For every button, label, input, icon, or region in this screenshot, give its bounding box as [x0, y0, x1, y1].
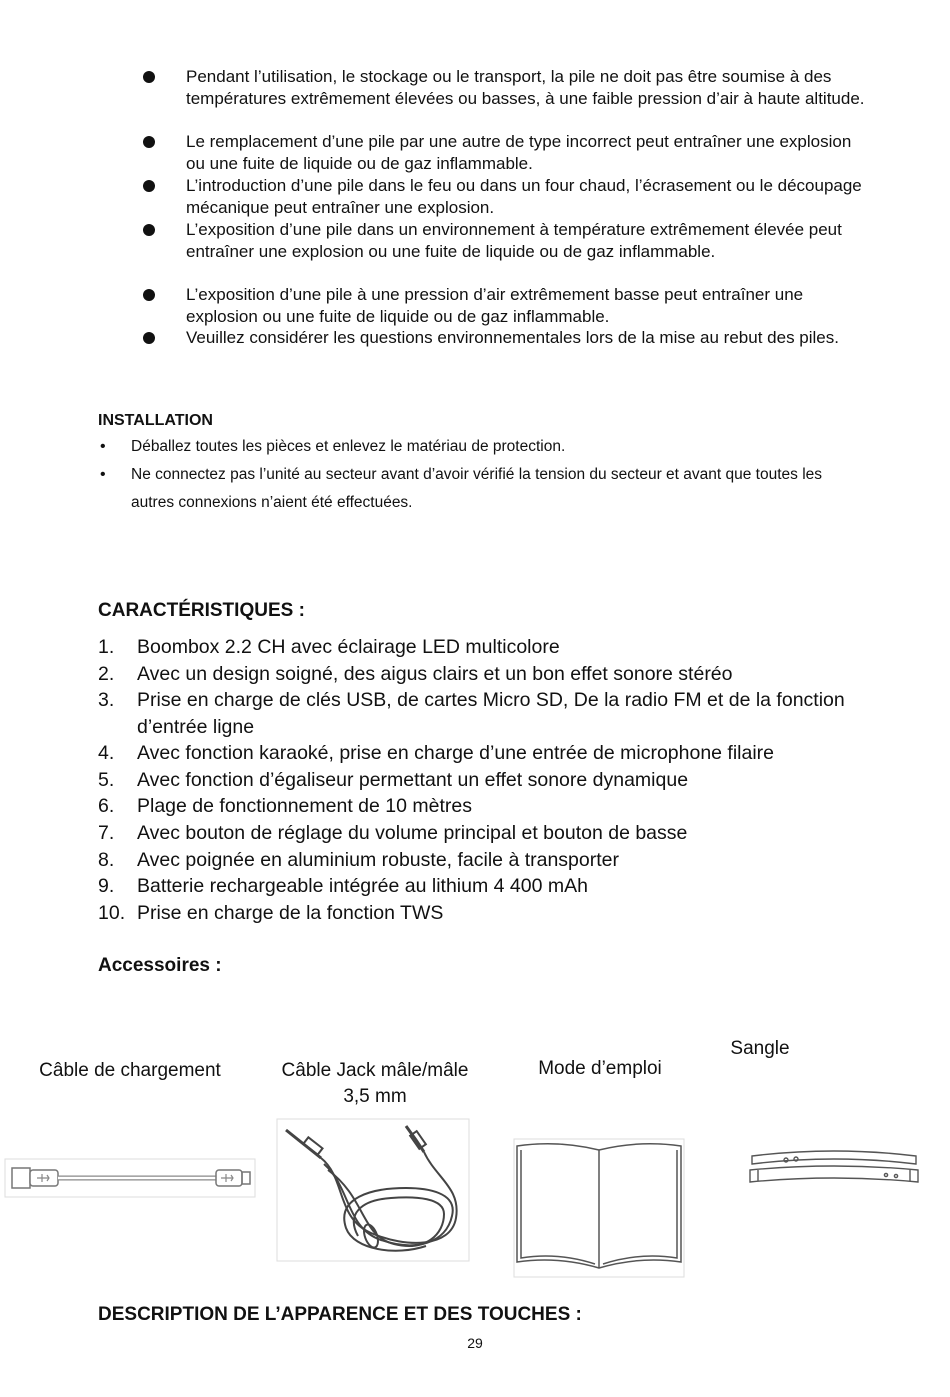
accessory-label-charging-cable: Câble de chargement	[39, 1060, 221, 1081]
appearance-heading: DESCRIPTION DE L’APPARENCE ET DES TOUCHES :	[98, 1304, 582, 1325]
feature-number: 2.	[98, 663, 115, 685]
feature-item: Batterie rechargeable intégrée au lithium 4 400 mAh	[137, 875, 588, 897]
feature-number: 1.	[98, 636, 115, 658]
bullet-dot	[143, 289, 155, 301]
feature-number: 9.	[98, 875, 115, 897]
feature-item: Prise en charge de la fonction TWS	[137, 902, 444, 924]
strap-icon	[746, 1148, 922, 1190]
warning-item: Veuillez considérer les questions environnementales lors de la mise au rebut des piles.	[186, 328, 839, 347]
accessories-heading: Accessoires :	[98, 955, 222, 976]
warning-item: L’exposition d’une pile à une pression d’air extrêmement basse peut entraîner une explosion ou une fuite de liquide ou de gaz inflammable.	[186, 285, 804, 326]
installation-heading: INSTALLATION	[98, 412, 213, 429]
warning-item: Le remplacement d’une pile par une autre de type incorrect peut entraîner une explosion ou une fuite de liquide ou de gaz inflammable.	[186, 132, 852, 173]
bullet-dot	[143, 332, 155, 344]
warning-item: Pendant l’utilisation, le stockage ou le transport, la pile ne doit pas être soumise à des températures extrêmement élevées ou basses, à une faible pression d’air à haute altitude.	[186, 67, 865, 108]
installation-item: Déballez toutes les pièces et enlevez le matériau de protection.	[131, 438, 566, 455]
installation-item: Ne connectez pas l’unité au secteur avant d’avoir vérifié la tension du secteur et avant que toutes les autres connexions n’aient été effectuées.	[131, 466, 823, 511]
installation-bullet: •	[100, 438, 106, 455]
feature-number: 3.	[98, 689, 115, 711]
warning-item: L’exposition d’une pile dans un environnement à température extrêmement élevée peut entraîner une explosion ou une fuite de liquide ou de gaz inflammable.	[186, 220, 842, 261]
feature-number: 6.	[98, 795, 115, 817]
features-heading: CARACTÉRISTIQUES :	[98, 600, 305, 621]
feature-item: Avec fonction karaoké, prise en charge d’une entrée de microphone filaire	[137, 742, 775, 764]
bullet-dot	[143, 224, 155, 236]
warning-item: L’introduction d’une pile dans le feu ou dans un four chaud, l’écrasement ou le découpage mécanique peut entraîner une explosion.	[186, 176, 862, 217]
feature-number: 5.	[98, 769, 115, 791]
installation-bullet: •	[100, 466, 106, 483]
jack-cable-icon	[276, 1118, 470, 1262]
feature-number: 7.	[98, 822, 115, 844]
usb-cable-icon	[4, 1158, 256, 1198]
bullet-dot	[143, 180, 155, 192]
feature-item: Avec bouton de réglage du volume principal et bouton de basse	[137, 822, 688, 844]
feature-item: Boombox 2.2 CH avec éclairage LED multicolore	[137, 636, 560, 658]
feature-item: Plage de fonctionnement de 10 mètres	[137, 795, 472, 817]
accessory-label-strap: Sangle	[730, 1038, 790, 1059]
feature-item: Prise en charge de clés USB, de cartes Micro SD, De la radio FM et de la fonction d’entrée ligne	[137, 689, 845, 738]
bullet-dot	[143, 136, 155, 148]
feature-number: 8.	[98, 849, 115, 871]
bullet-dot	[143, 71, 155, 83]
feature-number: 4.	[98, 742, 115, 764]
accessory-label-manual: Mode d’emploi	[538, 1058, 662, 1079]
feature-number: 10.	[98, 902, 126, 924]
feature-item: Avec fonction d’égaliseur permettant un effet sonore dynamique	[137, 769, 689, 791]
manual-book-icon	[513, 1138, 685, 1278]
feature-item: Avec poignée en aluminium robuste, facile à transporter	[137, 849, 619, 871]
page-number: 29	[467, 1335, 483, 1351]
accessory-label-jack-cable: Câble Jack mâle/mâle 3,5 mm	[281, 1060, 469, 1107]
feature-item: Avec un design soigné, des aigus clairs et un bon effet sonore stéréo	[137, 663, 733, 685]
